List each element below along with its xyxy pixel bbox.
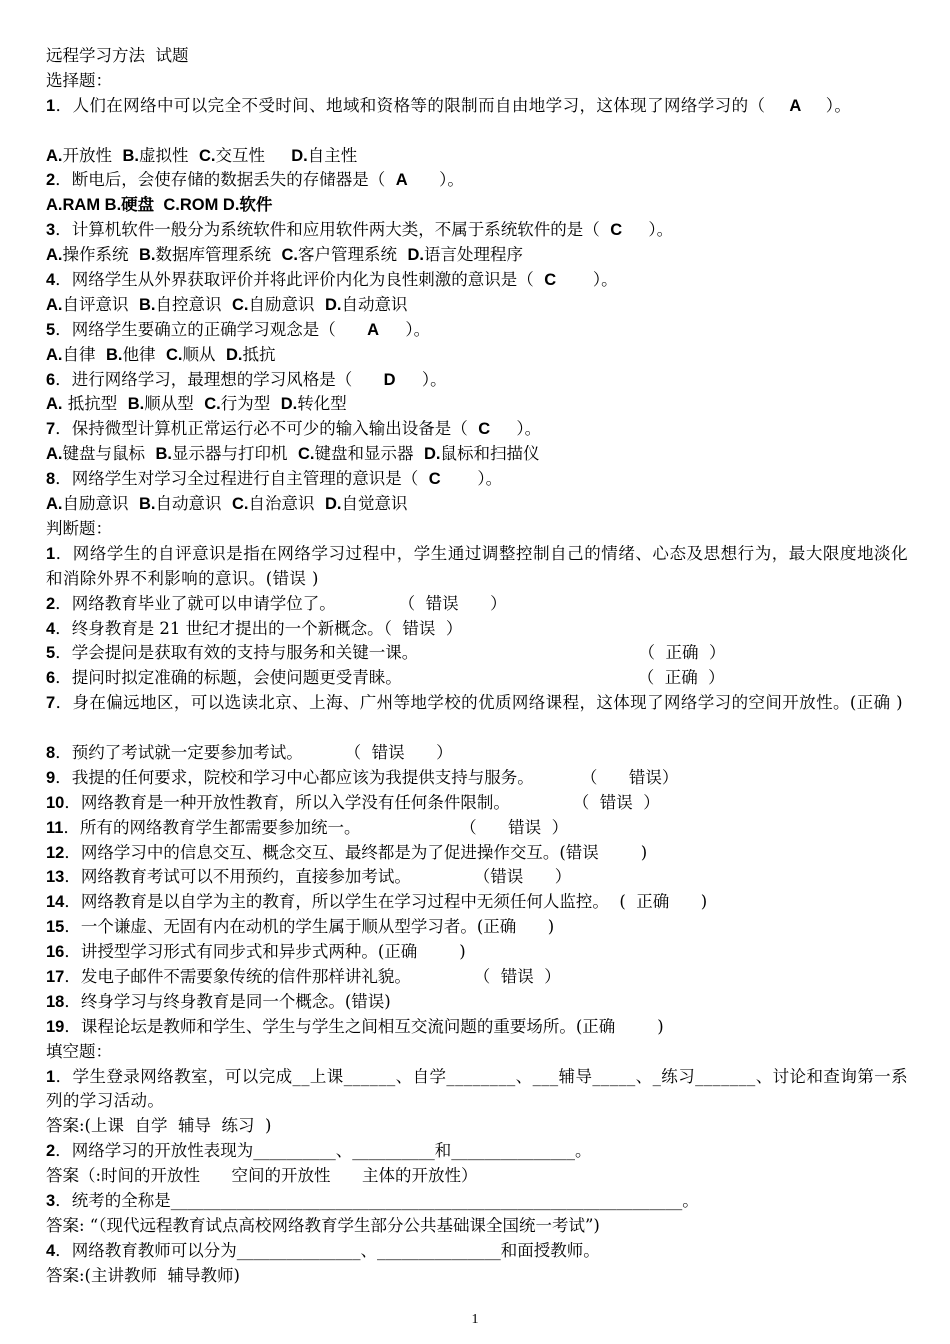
- question-text: ．人们在网络中可以完全不受时间、地域和资格等的限制而自由地学习，这体现了网络学习的（: [55, 95, 766, 115]
- fill-answer: 答案: “（现代远程教育试点高校网络教育学生部分公共基础课全国统一考试”): [46, 1215, 600, 1235]
- judge-item: 7．身在偏远地区，可以选读北京、上海、广州等地学校的优质网络课程，这体现了网络学习的空间开放性。(正确 ): [46, 693, 903, 713]
- fill-item: 4．网络教育教师可以分为_______________、_______________和面授教师。: [46, 1240, 600, 1260]
- judge-item: 14．网络教育是以自学为主的教育，所以学生在学习过程中无须任何人监控。 ( 正确 ): [46, 892, 708, 912]
- choice-options: A.键盘与鼠标 B.显示器与打印机 C.键盘和显示器 D.鼠标和扫描仪: [46, 444, 540, 464]
- choice-question: 5．网络学生要确立的正确学习观念是（ A ）。: [46, 319, 431, 339]
- judge-item: 4．终身教育是 21 世纪才提出的一个新概念。（ 错误 ）: [46, 618, 463, 638]
- judge-item: 13．网络教育考试可以不用预约，直接参加考试。 （错误 ）: [46, 867, 572, 887]
- choice-question: 8．网络学生对学习全过程进行自主管理的意识是（ C ）。: [46, 469, 503, 489]
- choice-question: 2．断电后，会使存储的数据丢失的存储器是（ A ）。: [46, 170, 464, 190]
- page-number: 1: [471, 1312, 479, 1327]
- choice-question: 7．保持微型计算机正常运行必不可少的输入输出设备是（ C ）。: [46, 419, 542, 439]
- section-header-judge: 判断题：: [46, 518, 112, 538]
- judge-item: 6．提问时拟定准确的标题，会使问题更受青睐。 （ 正确 ）: [46, 668, 725, 688]
- judge-item: 19．课程论坛是教师和学生、学生与学生之间相互交流问题的重要场所。(正确 ): [46, 1016, 664, 1036]
- judge-item: 5．学会提问是获取有效的支持与服务和关键一课。 （ 正确 ）: [46, 643, 726, 663]
- choice-question: [46, 94, 908, 144]
- judge-item: 17．发电子邮件不需要象传统的信件那样讲礼貌。 （ 错误 ）: [46, 967, 561, 986]
- judge-item: 12．网络学习中的信息交互、概念交互、最终都是为了促进操作交互。(错误 ): [46, 842, 648, 862]
- judge-item: 15．一个谦虚、无固有内在动机的学生属于顺从型学习者。(正确 ): [46, 917, 555, 937]
- judge-item: 9．我提的任何要求，院校和学习中心都应该为我提供支持与服务。 （ 错误）: [46, 767, 679, 787]
- choice-options: A.RAM B.硬盘 C.ROM D.软件: [46, 196, 273, 215]
- question-number: 1: [46, 96, 56, 115]
- document-page: [46, 44, 908, 1289]
- choice-options: A.自励意识 B.自动意识 C.自治意识 D.自觉意识: [46, 494, 408, 514]
- choice-options: A.开放性 B.虚拟性 C.交互性 D.自主性: [46, 145, 358, 165]
- judge-item: 16．讲授型学习形式有同步式和异步式两种。(正确 ): [46, 942, 466, 962]
- judge-item: 2．网络教育毕业了就可以申请学位了。 （ 错误 ）: [46, 593, 507, 613]
- choice-options: A.自律 B.他律 C.顺从 D.抵抗: [46, 344, 276, 364]
- judge-item: 10．网络教育是一种开放性教育，所以入学没有任何条件限制。 （ 错误 ）: [46, 792, 660, 812]
- choice-options: A. 抵抗型 B.顺从型 C.行为型 D.转化型: [46, 394, 347, 414]
- judge-item: 8．预约了考试就一定要参加考试。 （ 错误 ）: [46, 742, 453, 762]
- judge-item: 1．网络学生的自评意识是指在网络学习过程中，学生通过调整控制自己的情绪、心态及思想行为，最大限度地淡化和消除外界不利影响的意识。(错误 ): [46, 543, 908, 588]
- fill-answer: 答案（:时间的开放性 空间的开放性 主体的开放性）: [46, 1166, 478, 1186]
- fill-answer: 答案:(上课 自学 辅导 练习 ): [46, 1116, 272, 1136]
- choice-options: A.操作系统 B.数据库管理系统 C.客户管理系统 D.语言处理程序: [46, 245, 523, 265]
- choice-question: 3．计算机软件一般分为系统软件和应用软件两大类，不属于系统软件的是（ C ）。: [46, 220, 674, 240]
- question-answer: A: [789, 96, 802, 115]
- fill-item: 3．统考的全称是______________________________________________________________。: [46, 1191, 699, 1211]
- section-header-choice: 选择题：: [46, 70, 112, 90]
- fill-answer: 答案:(主讲教师 辅导教师): [46, 1265, 240, 1285]
- document-title: 远程学习方法 试题: [46, 46, 189, 65]
- choice-question: 6．进行网络学习，最理想的学习风格是（ D ）。: [46, 369, 447, 389]
- judge-item: 18．终身学习与终身教育是同一个概念。(错误): [46, 991, 391, 1011]
- fill-item: 1．学生登录网络教室，可以完成__上课______、自学________、___辅导_____、_练习_______、讨论和查询第一系列的学习活动。: [46, 1066, 908, 1111]
- choice-options: A.自评意识 B.自控意识 C.自励意识 D.自动意识: [46, 294, 408, 314]
- question-end: ）。: [825, 95, 852, 115]
- fill-item: 2．网络学习的开放性表现为__________、__________和_______________。: [46, 1141, 592, 1161]
- judge-item: 11．所有的网络教育学生都需要参加统一。 （ 错误 ）: [46, 817, 569, 837]
- section-header-fill: 填空题：: [46, 1041, 112, 1061]
- choice-question: 4．网络学生从外界获取评价并将此评价内化为良性刺激的意识是（ C ）。: [46, 270, 618, 290]
